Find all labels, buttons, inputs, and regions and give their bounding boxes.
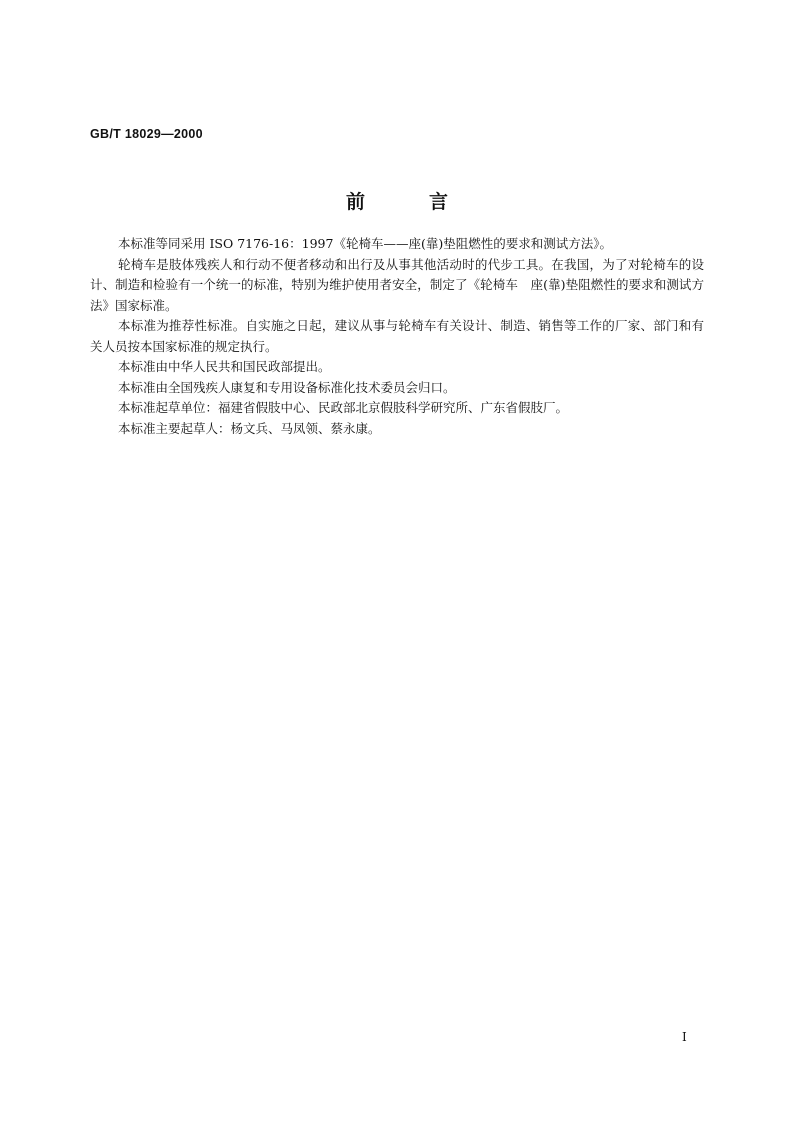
paragraph-adoption: 本标准等同采用 ISO 7176-16：1997《轮椅车——座(靠)垫阻燃性的要求和测试方法》。 [118, 236, 612, 251]
paragraph-background: 轮椅车是肢体残疾人和行动不便者移动和出行及从事其他活动时的代步工具。在我国，为了对轮椅车的设计、制造和检验有一个统一的标准，特别为维护使用者安全，制定了《轮椅车 座(靠)垫阻燃性的要求和测试方法》国家标准。 [90, 256, 704, 313]
preface-body [90, 234, 704, 439]
paragraph-committee: 本标准由全国残疾人康复和专用设备标准化技术委员会归口。 [118, 379, 456, 395]
paragraph-drafting-units: 本标准起草单位：福建省假肢中心、民政部北京假肢科学研究所、广东省假肢厂。 [118, 400, 569, 415]
page-number: I [682, 1030, 687, 1044]
paragraph-proposer: 本标准由中华人民共和国民政部提出。 [118, 359, 331, 374]
page-title: 前言 [345, 191, 512, 213]
paragraph-drafters: 本标准主要起草人：杨文兵、马凤领、蔡永康。 [118, 420, 381, 436]
standard-code: GB/T 18029—2000 [90, 127, 203, 141]
paragraph-recommendation: 本标准为推荐性标准。自实施之日起，建议从事与轮椅车有关设计、制造、销售等工作的厂家、部门和有关人员按本国家标准的规定执行。 [90, 318, 704, 354]
